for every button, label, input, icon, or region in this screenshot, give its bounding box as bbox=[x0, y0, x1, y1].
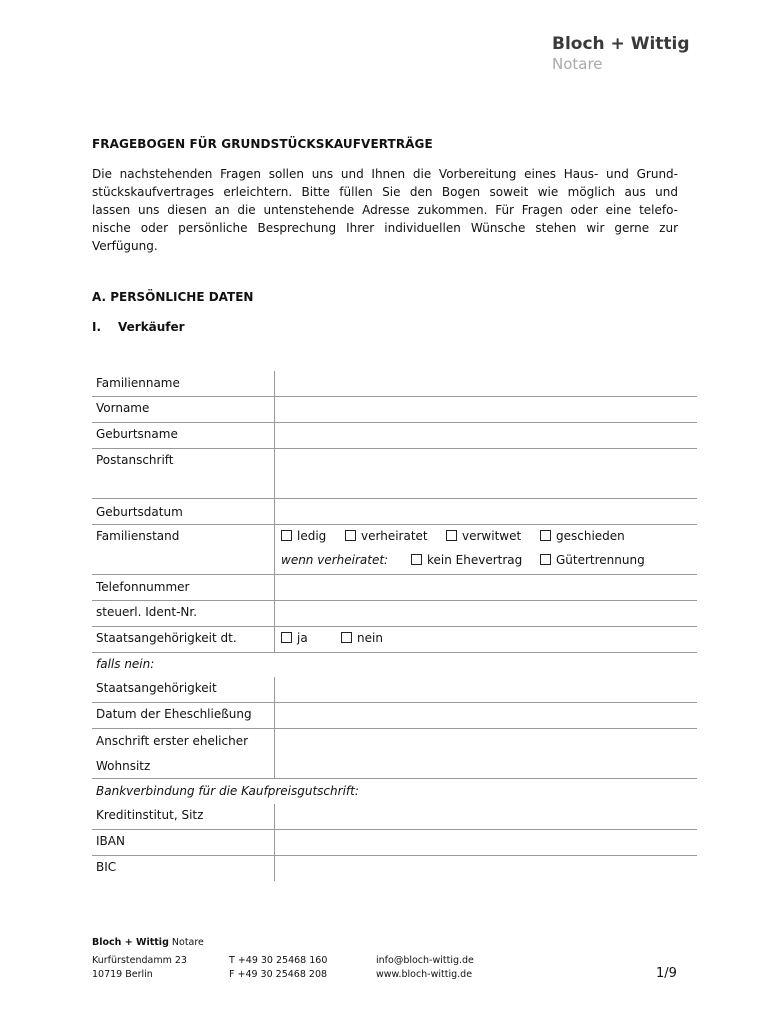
form-row bbox=[92, 856, 697, 881]
checkbox-ja[interactable] bbox=[281, 631, 308, 645]
checkbox-verheiratet[interactable] bbox=[345, 529, 428, 543]
footer-web[interactable]: www.bloch-wittig.de bbox=[376, 969, 473, 980]
subsection-heading bbox=[92, 320, 185, 334]
form-row bbox=[92, 653, 697, 677]
intro-line: nische oder persönliche Besprechung Ihrer individuellen Wünsche stehen wir gerne zur bbox=[92, 221, 678, 235]
document-title: FRAGEBOGEN FÜR GRUNDSTÜCKSKAUFVERTRÄGE bbox=[92, 137, 433, 151]
footer bbox=[92, 936, 682, 980]
field-label: Geburtsname bbox=[96, 427, 178, 441]
footer-email[interactable]: info@bloch-wittig.de bbox=[376, 955, 474, 966]
form-row bbox=[92, 423, 697, 449]
checkbox-icon bbox=[411, 554, 422, 565]
form-row bbox=[92, 830, 697, 856]
geburtsname-field[interactable] bbox=[274, 423, 697, 448]
checkbox-icon bbox=[281, 632, 292, 643]
wohnsitz-field[interactable] bbox=[274, 729, 697, 778]
footer-tel: T +49 30 25468 160 bbox=[229, 955, 328, 966]
form-row bbox=[92, 703, 697, 729]
footer-brand-name: Bloch + Wittig bbox=[92, 937, 169, 948]
checkbox-icon bbox=[540, 530, 551, 541]
field-label: Staatsangehörigkeit bbox=[96, 681, 217, 695]
form-row bbox=[92, 729, 697, 779]
footer-brand bbox=[92, 936, 682, 950]
form-row bbox=[92, 779, 697, 804]
section-heading: A. PERSÖNLICHE DATEN bbox=[92, 290, 254, 304]
intro-paragraph bbox=[92, 165, 678, 255]
checkbox-icon bbox=[540, 554, 551, 565]
field-label: Geburtsdatum bbox=[96, 505, 183, 519]
kreditinstitut-field[interactable] bbox=[274, 804, 697, 829]
footer-street: Kurfürstendamm 23 bbox=[92, 955, 187, 966]
field-label-line: Wohnsitz bbox=[96, 759, 151, 773]
intro-line: lassen uns diesen an die untenstehende Adresse zukommen. Für Fragen oder eine telefo- bbox=[92, 203, 678, 217]
form-row bbox=[92, 397, 697, 423]
form-row bbox=[92, 449, 697, 499]
bank-header: Bankverbindung für die Kaufpreisgutschrift: bbox=[96, 784, 359, 798]
staatsangehoerigkeit-field[interactable] bbox=[274, 677, 697, 702]
intro-line: Die nachstehenden Fragen sollen uns und Ihnen die Vorbereitung eines Haus- und Grund- bbox=[92, 167, 678, 181]
form-row bbox=[92, 677, 697, 703]
subsection-label: Verkäufer bbox=[118, 320, 185, 334]
field-label: Familienstand bbox=[96, 529, 180, 543]
checkbox-icon bbox=[345, 530, 356, 541]
form-row bbox=[92, 499, 697, 525]
checkbox-nein[interactable] bbox=[341, 631, 383, 645]
footer-phone bbox=[229, 954, 327, 982]
geburtsdatum-field[interactable] bbox=[274, 499, 697, 524]
field-label: Familienname bbox=[96, 376, 180, 390]
option-label: ja bbox=[297, 631, 308, 645]
field-label: BIC bbox=[96, 860, 117, 874]
bic-field[interactable] bbox=[274, 856, 697, 881]
field-label: Datum der Eheschließung bbox=[96, 707, 252, 721]
field-label: Kreditinstitut, Sitz bbox=[96, 808, 204, 822]
field-label bbox=[92, 729, 274, 778]
footer-contact bbox=[376, 954, 474, 982]
option-label: Gütertrennung bbox=[556, 553, 645, 567]
checkbox-ledig[interactable] bbox=[281, 529, 326, 543]
checkbox-guetertrennung[interactable] bbox=[540, 553, 645, 567]
intro-line: Verfügung. bbox=[92, 239, 158, 253]
field-label: Telefonnummer bbox=[96, 580, 190, 594]
checkbox-kein-ehevertrag[interactable] bbox=[411, 553, 522, 567]
checkbox-verwitwet[interactable] bbox=[446, 529, 521, 543]
staatsangehoerigkeit-options bbox=[274, 627, 697, 652]
form-row bbox=[92, 525, 697, 575]
vorname-field[interactable] bbox=[274, 397, 697, 422]
form-row bbox=[92, 601, 697, 627]
footer-fax: F +49 30 25468 208 bbox=[229, 969, 328, 980]
option-label: geschieden bbox=[556, 529, 625, 543]
field-label: Vorname bbox=[96, 401, 150, 415]
form-row bbox=[92, 575, 697, 601]
field-label-line: Anschrift erster ehelicher bbox=[96, 734, 249, 748]
option-label: nein bbox=[357, 631, 383, 645]
logo bbox=[552, 36, 690, 72]
wenn-verheiratet-label: wenn verheiratet: bbox=[281, 553, 389, 567]
familienstand-options bbox=[274, 525, 697, 574]
checkbox-icon bbox=[341, 632, 352, 643]
falls-nein-label: falls nein: bbox=[96, 657, 155, 671]
seller-form bbox=[92, 371, 697, 881]
intro-line: stückskaufvertrages erleichtern. Bitte füllen Sie den Bogen soweit wie möglich aus und bbox=[92, 185, 678, 199]
postanschrift-field[interactable] bbox=[274, 449, 697, 498]
form-row bbox=[92, 371, 697, 397]
option-label: kein Ehevertrag bbox=[427, 553, 523, 567]
form-row bbox=[92, 804, 697, 830]
familienname-field[interactable] bbox=[274, 371, 697, 396]
field-label: IBAN bbox=[96, 834, 125, 848]
eheschliessung-field[interactable] bbox=[274, 703, 697, 728]
checkbox-icon bbox=[281, 530, 292, 541]
checkbox-icon bbox=[446, 530, 457, 541]
page-number: 1/9 bbox=[656, 966, 677, 981]
logo-name: Bloch + Wittig bbox=[552, 34, 690, 54]
telefon-field[interactable] bbox=[274, 575, 697, 600]
iban-field[interactable] bbox=[274, 830, 697, 855]
subsection-number: I. bbox=[92, 320, 102, 334]
form-row bbox=[92, 627, 697, 653]
checkbox-geschieden[interactable] bbox=[540, 529, 625, 543]
footer-city: 10719 Berlin bbox=[92, 969, 153, 980]
field-label: steuerl. Ident-Nr. bbox=[96, 605, 198, 619]
option-label: verwitwet bbox=[462, 529, 522, 543]
field-label: Postanschrift bbox=[96, 453, 174, 467]
footer-brand-suffix: Notare bbox=[168, 937, 204, 948]
ident-field[interactable] bbox=[274, 601, 697, 626]
footer-address bbox=[92, 954, 187, 982]
field-label: Staatsangehörigkeit dt. bbox=[96, 631, 237, 645]
option-label: ledig bbox=[297, 529, 327, 543]
option-label: verheiratet bbox=[361, 529, 428, 543]
logo-subtitle: Notare bbox=[552, 55, 603, 73]
